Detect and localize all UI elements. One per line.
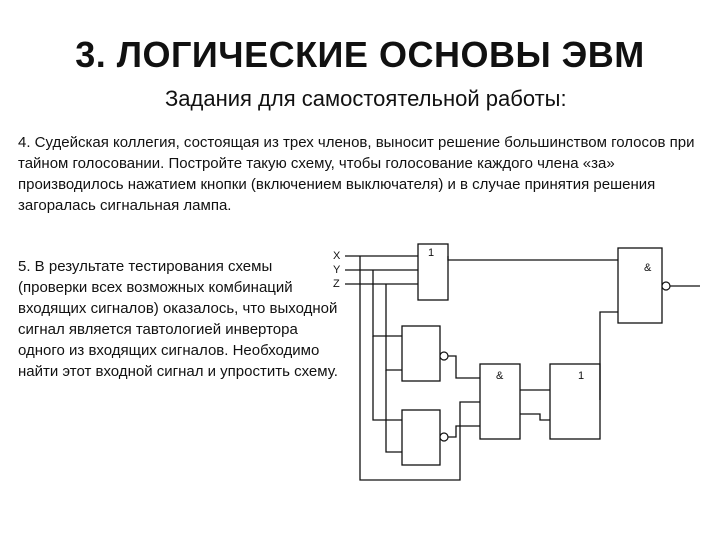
wire-z-bus	[386, 284, 402, 370]
wire-z-lower	[386, 370, 402, 452]
gate-upper-left	[402, 326, 440, 381]
slide-title: 3. ЛОГИЧЕСКИЕ ОСНОВЫ ЭВМ	[75, 34, 645, 75]
inverter-bubble-output	[662, 282, 670, 290]
inverter-bubble-upper	[440, 352, 448, 360]
input-label-x: X	[333, 250, 341, 262]
wire-y-bus	[373, 270, 402, 336]
gate-label-top-or: 1	[428, 247, 435, 259]
inverter-bubble-lower	[440, 433, 448, 441]
wire-and-feed-or	[520, 414, 550, 420]
task-5-text: 5. В результате тестирования схемы (проверки всех возможных комбинаций входящих сигналов) оказалось, что выходной сигнал является тавтологией инвертора одного из входящих сигналов. Необходимо найти этот входной сигнал и упростить схему.	[18, 258, 338, 380]
slide-subtitle: Задания для самостоятельной работы:	[165, 86, 567, 111]
wire-to-output-and	[448, 256, 618, 260]
task-4-text: 4. Судейская коллегия, состоящая из трех членов, выносит решение большинством голосов при тайном голосовании. Постройте такую схему, чтобы голосование каждого члена «за» производилось нажатием кнопки (включением выключателя) и в случае принятия решения загоралась сигнальная лампа.	[18, 134, 695, 214]
wire-x-bus	[360, 256, 480, 480]
input-label-y: Y	[333, 264, 341, 276]
wire-or-to-output	[600, 312, 618, 400]
gate-lower-left	[402, 410, 440, 465]
gate-label-middle-and: &	[496, 370, 504, 382]
input-label-z: Z	[333, 278, 340, 290]
gate-label-middle-or: 1	[578, 370, 585, 382]
gate-label-output-and: &	[644, 262, 652, 274]
gate-middle-or	[550, 364, 600, 439]
wire-y-lower	[373, 336, 402, 420]
gate-output-and	[618, 248, 662, 323]
